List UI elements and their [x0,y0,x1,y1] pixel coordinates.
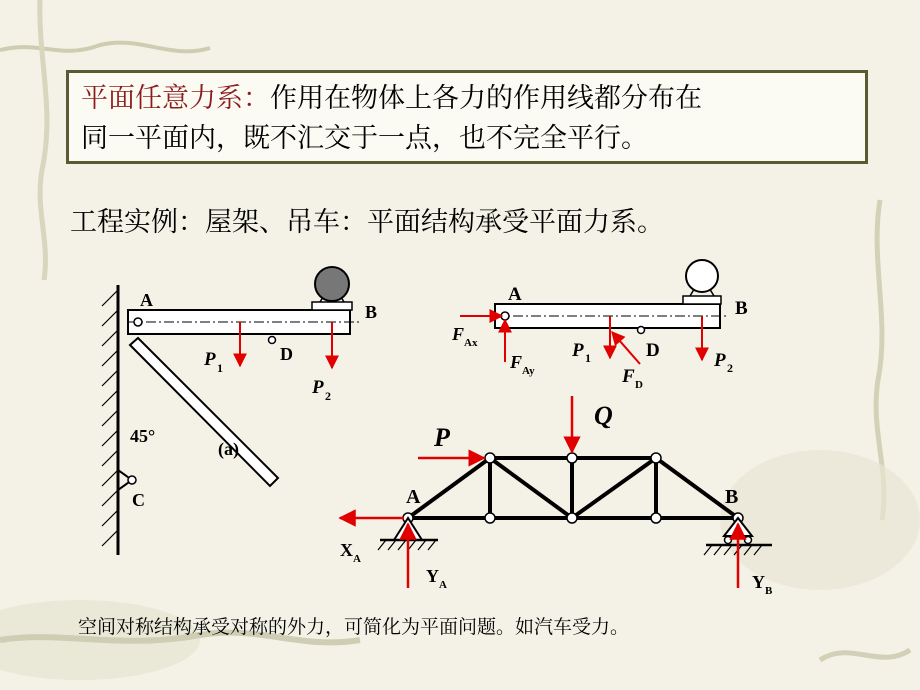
crane-label-p1-sub: 1 [217,361,223,375]
fbd-pin-a [501,312,509,320]
fbd-label-fd: F [622,366,635,387]
fbd-trolley-base [683,296,721,304]
fbd-label-p1-sub: 1 [585,351,591,365]
truss-label-xa: X [340,540,353,560]
crane-label-p2: P [312,377,324,398]
truss-label-ya: Y [426,566,439,586]
crane-figure [102,267,377,555]
fbd-pin-d [638,327,645,334]
definition-term: 平面任意力系： [81,83,270,114]
fbd-label-d: D [646,340,660,361]
truss-label-b: B [725,486,739,508]
fbd-label-b: B [735,298,748,319]
fbd-label-p2: P [714,350,726,371]
examples-text: 工程实例：屋架、吊车：平面结构承受平面力系。 [70,207,664,238]
truss-label-xa-sub: A [353,553,361,565]
fbd-figure [451,260,748,391]
footnote-text: 空间对称结构承受对称的外力，可简化为平面问题。如汽车受力。 [78,616,630,638]
pin-c [128,476,136,484]
crane-label-b: B [365,302,378,322]
fbd-label-a: A [508,284,522,305]
pin-d [269,337,276,344]
force-fd-arrow [612,332,640,364]
fbd-label-fd-sub: D [635,379,643,391]
wall-hatching [102,290,118,546]
truss-label-ya-sub: A [439,579,447,591]
fbd-label-p1: P [572,340,584,361]
trolley-base [312,302,352,310]
crane-label-p2-sub: 2 [325,389,331,403]
fbd-label-p2-sub: 2 [727,361,733,375]
fbd-label-fax-sub: Ax [464,337,478,349]
trolley-load [315,267,349,301]
crane-label-p1: P [204,349,216,370]
crane-label-d: D [280,344,293,364]
definition-text-1: 作用在物体上各力的作用线都分布在 [270,83,702,114]
fbd-trolley-load [686,260,718,292]
truss-label-p: P [434,423,450,452]
crane-label-c: C [132,490,145,510]
pin-a [134,318,142,326]
truss-label-yb-sub: B [765,585,773,597]
crane-angle-label: 45° [130,426,156,446]
truss-label-q: Q [594,401,613,430]
truss-figure [340,396,773,597]
crane-label-a: A [140,290,153,310]
fbd-label-fay-sub: Ay [522,365,535,377]
truss-label-yb: Y [752,572,765,592]
truss-label-a: A [406,486,421,508]
truss-members [408,458,738,518]
definition-line-2: 同一平面内，既不汇交于一点，也不完全平行。 [81,123,648,154]
fbd-label-fay: F [510,352,523,372]
crane-caption: (a) [218,439,239,459]
fbd-label-fax: F [452,324,465,344]
